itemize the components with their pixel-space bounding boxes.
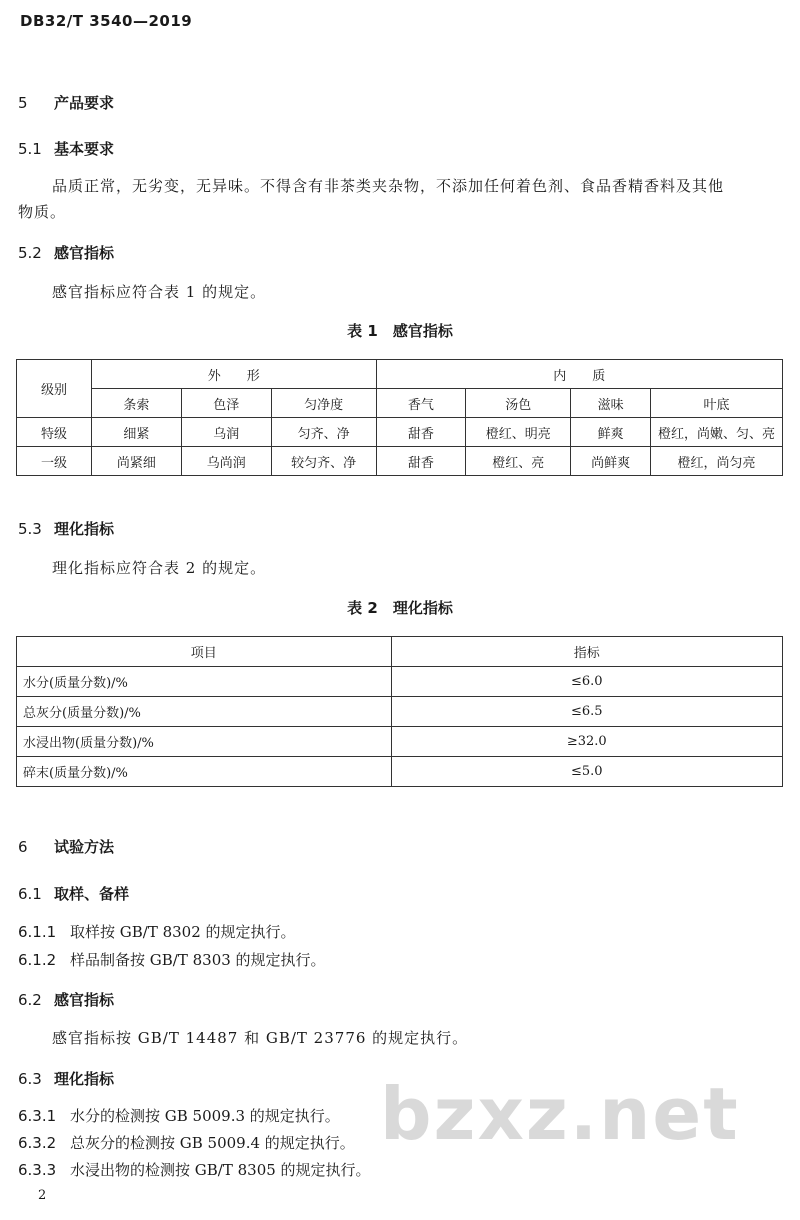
section-number: 6.2 — [18, 991, 42, 1009]
item-text: 总灰分的检测按 GB 5009.4 的规定执行。 — [70, 1134, 355, 1152]
table-cell: 较匀齐、净 — [271, 447, 376, 476]
section-number: 5 — [18, 94, 28, 112]
section-6-3-heading — [18, 1068, 114, 1089]
section-number: 6.1 — [18, 885, 42, 903]
section-number: 5.2 — [18, 244, 42, 262]
section-number: 5.3 — [18, 520, 42, 538]
header-cell-grade: 级别 — [17, 360, 92, 418]
item-number: 6.3.1 — [18, 1107, 57, 1125]
section-5-2-text: 感官指标应符合表 1 的规定。 — [52, 283, 267, 301]
section-title: 基本要求 — [54, 140, 115, 158]
section-5-3-heading — [18, 518, 114, 539]
table-cell: ≤6.0 — [391, 667, 783, 697]
list-item — [18, 1105, 340, 1126]
table1-caption: 表 1 感官指标 — [347, 322, 453, 340]
list-item — [18, 921, 296, 942]
table-cell: 甜香 — [376, 418, 466, 447]
section-title: 取样、备样 — [54, 885, 130, 903]
item-text: 取样按 GB/T 8302 的规定执行。 — [70, 923, 296, 941]
section-title: 感官指标 — [54, 244, 115, 262]
table-cell: 一级 — [17, 447, 92, 476]
section-title: 理化指标 — [54, 1070, 115, 1088]
header-cell: 叶底 — [651, 389, 783, 418]
section-number: 5.1 — [18, 140, 42, 158]
header-cell: 香气 — [376, 389, 466, 418]
table-row — [17, 447, 783, 476]
section-number: 6 — [18, 838, 28, 856]
section-title: 产品要求 — [54, 94, 115, 112]
item-text: 水分的检测按 GB 5009.3 的规定执行。 — [70, 1107, 340, 1125]
document-header: DB32/T 3540—2019 — [20, 12, 193, 30]
table-cell: 橙红，尚嫩、匀、亮 — [651, 418, 783, 447]
table-cell: 碎末(质量分数)/% — [17, 757, 392, 787]
physicochemical-table — [16, 636, 783, 787]
section-5-1-text-line2: 物质。 — [18, 203, 67, 221]
table-cell: 尚紧细 — [91, 447, 181, 476]
item-text: 样品制备按 GB/T 8303 的规定执行。 — [70, 951, 326, 969]
list-item — [18, 949, 326, 970]
item-number: 6.3.3 — [18, 1161, 57, 1179]
section-6-2-text: 感官指标按 GB/T 14487 和 GB/T 23776 的规定执行。 — [52, 1029, 469, 1047]
table-row — [17, 418, 783, 447]
table-cell: 总灰分(质量分数)/% — [17, 697, 392, 727]
header-group-quality: 内 质 — [376, 360, 783, 389]
sensory-table — [16, 359, 783, 476]
header-cell: 色泽 — [181, 389, 271, 418]
table-row — [17, 697, 783, 727]
header-cell: 匀净度 — [271, 389, 376, 418]
table-cell: 橙红，尚匀亮 — [651, 447, 783, 476]
table-cell: 尚鲜爽 — [571, 447, 651, 476]
table-header-row — [17, 360, 783, 389]
table-cell: ≥32.0 — [391, 727, 783, 757]
section-title: 理化指标 — [54, 520, 115, 538]
table-row — [17, 757, 783, 787]
item-number: 6.1.2 — [18, 951, 57, 969]
table-subheader-row — [17, 389, 783, 418]
watermark: bzxz.net — [380, 1072, 740, 1156]
header-cell: 项目 — [17, 637, 392, 667]
table-cell: 乌润 — [181, 418, 271, 447]
table-cell: 橙红、亮 — [466, 447, 571, 476]
section-5-2-heading — [18, 242, 114, 263]
list-item — [18, 1132, 355, 1153]
section-5-1-heading — [18, 138, 114, 159]
table-cell: 水浸出物(质量分数)/% — [17, 727, 392, 757]
section-number: 6.3 — [18, 1070, 42, 1088]
page-number: 2 — [38, 1188, 47, 1203]
table-cell: 橙红、明亮 — [466, 418, 571, 447]
header-group-appearance: 外 形 — [91, 360, 376, 389]
section-5-heading — [18, 92, 114, 113]
section-title: 试验方法 — [54, 838, 115, 856]
table-cell: ≤6.5 — [391, 697, 783, 727]
header-cell: 指标 — [391, 637, 783, 667]
table-cell: 甜香 — [376, 447, 466, 476]
table-cell: 乌尚润 — [181, 447, 271, 476]
header-cell: 条索 — [91, 389, 181, 418]
table-cell: ≤5.0 — [391, 757, 783, 787]
item-number: 6.1.1 — [18, 923, 57, 941]
section-6-heading — [18, 836, 114, 857]
item-text: 水浸出物的检测按 GB/T 8305 的规定执行。 — [70, 1161, 371, 1179]
table2-caption: 表 2 理化指标 — [347, 599, 453, 617]
table-cell: 水分(质量分数)/% — [17, 667, 392, 697]
section-6-1-heading — [18, 883, 129, 904]
header-cell: 滋味 — [571, 389, 651, 418]
table-cell: 细紧 — [91, 418, 181, 447]
section-5-1-text-line1: 品质正常，无劣变，无异味。不得含有非茶类夹杂物，不添加任何着色剂、食品香精香料及其他 — [52, 177, 725, 195]
table-row — [17, 727, 783, 757]
table-cell: 特级 — [17, 418, 92, 447]
table-cell: 匀齐、净 — [271, 418, 376, 447]
section-5-3-text: 理化指标应符合表 2 的规定。 — [52, 559, 267, 577]
table-cell: 鲜爽 — [571, 418, 651, 447]
header-cell: 汤色 — [466, 389, 571, 418]
list-item — [18, 1159, 371, 1180]
table-row — [17, 667, 783, 697]
section-title: 感官指标 — [54, 991, 115, 1009]
section-6-2-heading — [18, 989, 114, 1010]
item-number: 6.3.2 — [18, 1134, 57, 1152]
table-header-row — [17, 637, 783, 667]
